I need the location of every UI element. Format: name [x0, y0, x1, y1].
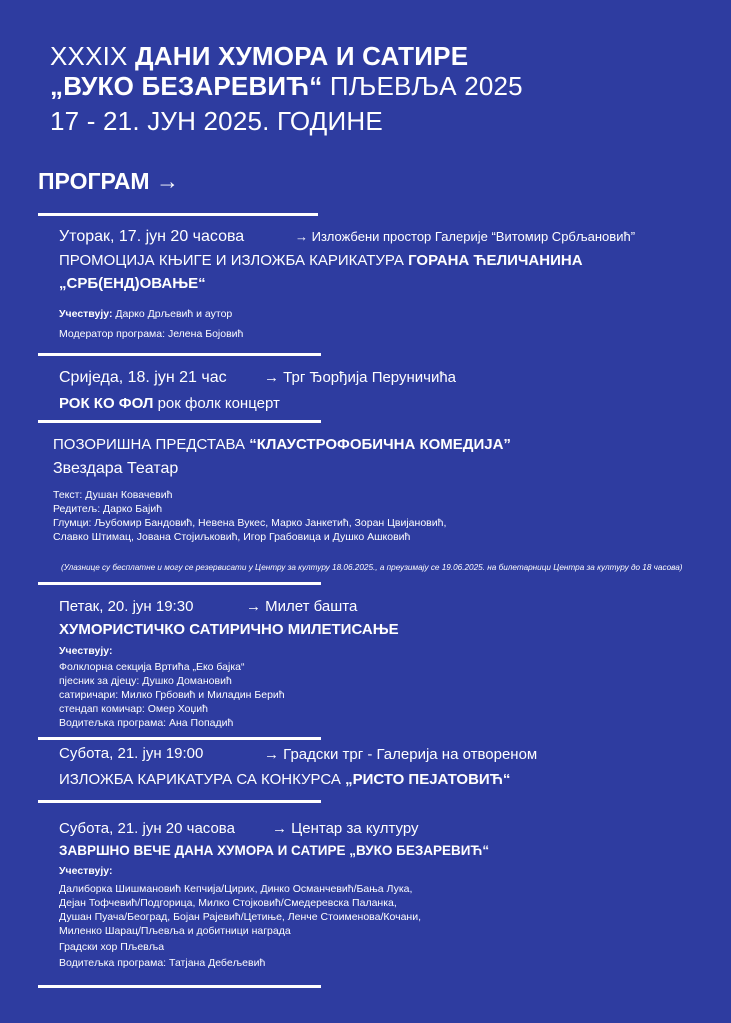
- event2-title: [59, 395, 280, 412]
- festival-dates: 17 - 21. ЈУН 2025. ГОДИНЕ: [50, 106, 383, 136]
- event4-location: → Милет башта: [246, 598, 358, 615]
- event1-author: ГОРАНА ЋЕЛИЧАНИНА: [408, 252, 583, 269]
- event6-participant: Градски хор Пљевља: [59, 941, 165, 953]
- event1-participants-list: Дарко Дрљевић и аутор: [112, 308, 233, 320]
- event4-participant: Фолклорна секција Вртића „Еко бајка“: [59, 661, 245, 673]
- event6-date: Субота, 21. јун 20 часова: [59, 820, 235, 837]
- divider: [38, 582, 321, 585]
- event3-theatre: Звездара Театар: [53, 460, 179, 477]
- header-line-1: [50, 41, 468, 72]
- divider: [38, 353, 321, 356]
- event5-title-text: ИЗЛОЖБА КАРИКАТУРА СА КОНКУРСА: [59, 771, 346, 788]
- event5-date: Субота, 21. јун 19:00: [59, 745, 204, 762]
- event4-date: Петак, 20. јун 19:30: [59, 598, 194, 615]
- event2-date: Сриједа, 18. јун 21 час: [59, 369, 227, 386]
- event2-genre: рок фолк концерт: [153, 395, 280, 412]
- divider: [38, 985, 321, 988]
- event3-actors: Славко Штимац, Јована Стојиљковић, Игор Грабовица и Душко Ашковић: [53, 531, 411, 543]
- event3-director: Редитељ: Дарко Бајић: [53, 503, 163, 515]
- event1-book-title: „СРБ(ЕНД)ОВАЊЕ“: [59, 275, 206, 292]
- event4-participant: пјесник за дјецу: Душко Домановић: [59, 675, 232, 687]
- divider: [38, 213, 318, 216]
- event6-participant: Миленко Шарац/Пљевља и добитници награда: [59, 925, 291, 937]
- event6-participant: Душан Пуача/Београд, Бојан Рајевић/Цетиње, Ленче Стоименова/Кочани,: [59, 911, 422, 923]
- event4-host: Водитељка програма: Ана Попадић: [59, 717, 234, 729]
- event3-type: ПОЗОРИШНА ПРЕДСТАВА: [53, 436, 250, 453]
- event3-writer: Текст: Душан Ковачевић: [53, 489, 173, 501]
- festival-honoree: „ВУКО БЕЗАРЕВИЋ“: [50, 71, 323, 101]
- event6-participant: Дејан Тофчевић/Подгорица, Милко Стојковић/Смедеревска Паланка,: [59, 897, 397, 909]
- event6-participant: Далиборка Шишмановић Кепчија/Цирих, Динко Османчевић/Бања Лука,: [59, 883, 413, 895]
- event2-location: → Трг Ђорђија Перуничића: [264, 369, 457, 386]
- event5-title: [59, 771, 510, 788]
- event6-title: ЗАВРШНО ВЕЧЕ ДАНА ХУМОРА И САТИРЕ „ВУКО БЕЗАРЕВИЋ“: [59, 843, 490, 858]
- event6-location: → Центар за културу: [272, 820, 419, 837]
- event3-actors: Глумци: Љубомир Бандовић, Невена Вукес, Марко Јанкетић, Зоран Цвијановић,: [53, 517, 447, 529]
- participants-label: Учествују:: [59, 308, 113, 320]
- event4-participant: сатиричари: Милко Грбовић и Миладин Берић: [59, 689, 285, 701]
- event5-location: → Градски трг - Галерија на отвореном: [264, 746, 538, 763]
- divider: [38, 800, 321, 803]
- event2-band: РОК КО ФОЛ: [59, 395, 154, 412]
- header-line-2: [50, 71, 523, 102]
- event1-participants: [59, 308, 232, 320]
- festival-city-year: ПЉЕВЉА 2025: [322, 71, 523, 101]
- event5-competition: „РИСТО ПЕЈАТОВИЋ“: [345, 771, 511, 788]
- divider: [38, 737, 321, 740]
- event3-ticket-note: (Улазнице су бесплатне и могу се резервисати у Центру за културу 18.06.2025., а преузимају се 19.06.2025. на билетарници Центра за културу до 18 часова): [61, 563, 683, 572]
- program-title: ПРОГРАМ →: [38, 168, 179, 194]
- event1-title-text: ПРОМОЦИЈА КЊИГЕ И ИЗЛОЖБА КАРИКАТУРА: [59, 252, 409, 269]
- divider: [38, 420, 321, 423]
- event4-participant: стендап комичар: Омер Хоџић: [59, 703, 208, 715]
- participants-label: Учествују:: [59, 865, 113, 877]
- event1-location: → Изложбени простор Галерије “Витомир Србљановић”: [295, 229, 636, 244]
- participants-label: Учествују:: [59, 645, 113, 657]
- festival-name: ДАНИ ХУМОРА И САТИРЕ: [135, 41, 469, 71]
- event3-play: “КЛАУСТРОФОБИЧНА КОМЕДИЈА”: [249, 436, 511, 453]
- event3-title: [53, 436, 511, 453]
- event1-moderator: Модератор програма: Јелена Бојовић: [59, 328, 244, 340]
- event1-title: [59, 252, 583, 269]
- event4-title: ХУМОРИСТИЧКО САТИРИЧНО МИЛЕТИСАЊЕ: [59, 621, 399, 638]
- event6-host: Водитељка програма: Татјана Дебељевић: [59, 957, 266, 969]
- event1-date: Уторак, 17. јун 20 часова: [59, 228, 245, 245]
- header-edition: XXXIX: [50, 41, 136, 71]
